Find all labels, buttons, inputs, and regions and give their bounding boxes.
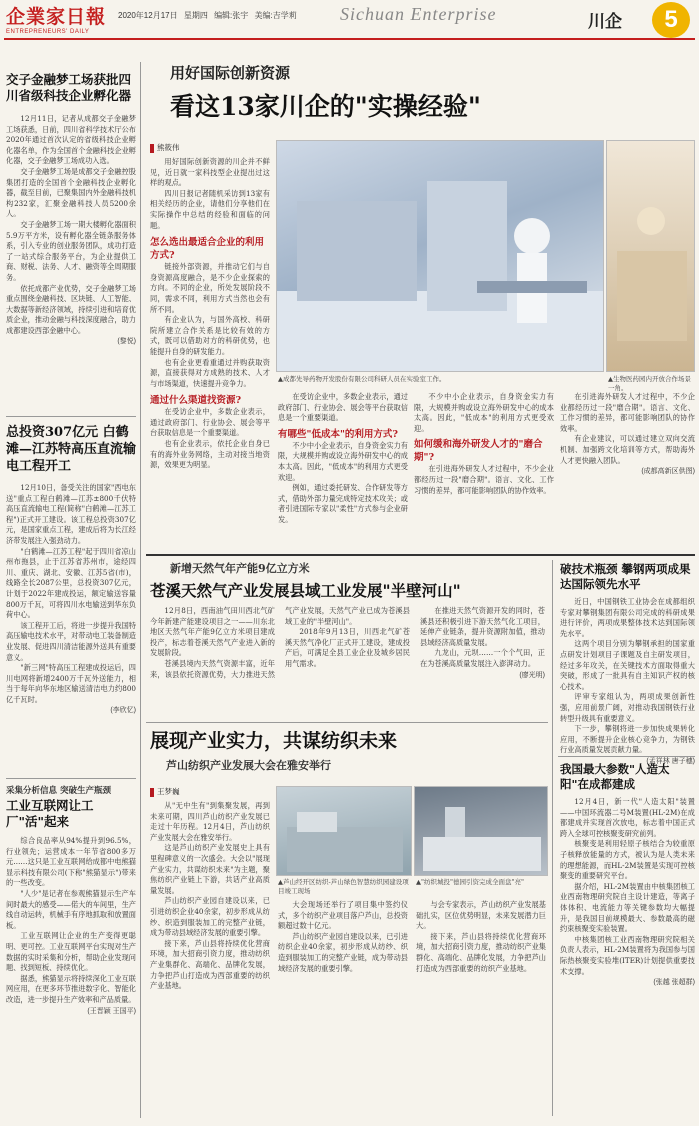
- section-heading: 有哪些"低成本"的利用方式?: [278, 428, 398, 440]
- textile-factory-caption: ▲"纺织城投"德园引资完成全面盘"亮": [416, 878, 524, 886]
- textile-factory-illustration: [415, 787, 548, 876]
- article-body: [6, 114, 136, 336]
- paragraph: 据介绍，HL-2M装置由中核集团核工业西南物理研究院自主设计建造，等离子体体积、电流能力等关键参数均大幅提升，是我国目前规模最大、参数最高的磁约束核聚变实验装置。: [560, 881, 695, 934]
- paragraph: 在推进天然气资源开发的同时，苍溪县还积极引进下游天然气化工项目，延伸产业链条，提升资源附加值，推动县域经济高质量发展。: [420, 606, 545, 647]
- article-body: [150, 801, 270, 992]
- article-artificial-sun: [560, 762, 695, 987]
- paragraph: 综合良品率从94%提升到96.5%，行业领先；运营成本一年节省800多万元……这只是工业互联网给成都中电熊猫显示科技有限公司(下称"熊猫显示")带来的一些改变。: [6, 836, 136, 888]
- textile-factory-photo: [414, 786, 548, 876]
- byline-marker-icon: [150, 788, 154, 797]
- paragraph: 接下来，芦山县将持续优化营商环境，加大招商引资力度，推动纺织产业集群化、高端化、品牌化发展，力争把芦山打造成为西部重要的纺织产业基地。: [416, 931, 546, 973]
- section-heading: 通过什么渠道找资源?: [150, 395, 242, 407]
- section-body: [414, 392, 554, 434]
- paragraph: 接下来，芦山县将持续优化营商环境，加大招商引资力度，推动纺织产业集群化、高端化、品牌化发展，力争把芦山打造成为西部重要的纺织产业基地。: [150, 938, 270, 991]
- article-title: 展现产业实力，共谋纺织未来: [150, 730, 398, 752]
- header-rule: [4, 38, 695, 40]
- paragraph: 依托成都产业优势，交子金融梦工场重点围绕金融科技、区块链、人工智能、大数据等新经济领域，持续引进和培育优质企业，推动金融与科技深度融合，助力成都建设西部金融中心。: [6, 283, 136, 335]
- divider: [558, 756, 695, 757]
- caption-text: "纺织城投"德园引资完成全面盘"亮": [421, 878, 524, 886]
- article-title: 苍溪天然气产业发展县域工业发展"半壁河山": [150, 581, 461, 600]
- section-body: [150, 262, 270, 389]
- article-source: (王晋颖 王国平): [87, 1007, 136, 1015]
- paragraph: 在受访企业中，多数企业表示，通过政府部门、行业协会、展会等平台获取信息是一个重要渠道。: [150, 407, 270, 438]
- textile-park-photo: [276, 786, 412, 876]
- textile-park-illustration: [277, 787, 412, 876]
- page-number-badge: 5: [652, 2, 690, 38]
- paragraph: 工业互联网让企业的生产变得更聪明、更可控。工业互联网平台实现对生产数据的实时采集和分析，帮助企业发现问题、找到短板、持续优化。: [6, 931, 136, 973]
- byline: [150, 142, 270, 153]
- paragraph: 交子金融梦工场一期大楼孵化器面积5.9万平方米，设有孵化器全链条服务体系，引入专业的创业服务团队，成功打造了一站式综合服务平台，为企业提供工商、财税、法务、人才、融资等全周期服务。: [6, 219, 136, 282]
- paragraph: 四川日报记者随机采访到13家有相关经历的企业，请他们分享他们在实际操作中总结的经验和面临的问题。: [150, 188, 270, 230]
- article-title: 破技术瓶颈 攀钢两项成果达国际领先水平: [560, 562, 691, 591]
- caption-text: 芦山经开区纺织-芦山绿色智慧纺织园建设项目竣工现场: [278, 878, 409, 895]
- main-article-col-3: [414, 392, 554, 496]
- paragraph: 芦山纺织产业园自建设以来，已引进纺织企业40余家，初步形成从纺纱、织造到服装加工的完整产业链，成为带动县域经济发展的重要引擎。: [150, 896, 270, 938]
- paragraph: 核聚变是利用轻原子核结合为较重原子核释放能量的方式，被认为是人类未来的理想能源，而HL-2M装置是实现可控核聚变的重要研究平台。: [560, 839, 695, 881]
- paragraph: 例如，通过委托研发、合作研发等方式，借助外部力量完成特定技术攻关；或者引进国际专家以"柔性"方式参与企业研发。: [278, 483, 408, 524]
- article-text: [150, 606, 545, 680]
- lab-photo: [276, 140, 604, 372]
- byline-marker-icon: [150, 144, 154, 153]
- paragraph: 中核集团核工业西南物理研究院相关负责人表示，HL-2M装置将为我国参与国际热核聚变实验堆(ITER)计划提供重要技术支撑。: [560, 934, 695, 976]
- caption-text: 生物医药园内开放合作场景一角。: [608, 375, 691, 392]
- byline: [150, 786, 270, 797]
- article-source: (廖光明): [519, 671, 545, 679]
- paragraph: 12月8日，西南油气田川西北气矿今年新建产能建设项目之一——川东北地区天然气年产能9亿立方米项目建成投产，标志着苍溪天然气产业进入新的发展阶段。: [150, 606, 275, 658]
- paragraph: 评审专家组认为，两项成果创新性强，应用前景广阔，对推动我国钢铁行业转型升级具有重要意义。: [560, 692, 695, 723]
- masthead-title: 企業家日報: [6, 6, 107, 28]
- section-body: [560, 392, 695, 466]
- issue-weekday: 星期四: [183, 11, 208, 20]
- paragraph: "白鹤滩—江苏工程"起于四川省凉山州布拖县，止于江苏省苏州市，途经四川、重庆、湖北、安徽、江苏5省(市)，线路全长2087公里，总投资307亿元，计划于2022年建成投运，额定输送容量800万千瓦，可将四川水电输送到华东负荷中心。: [6, 546, 136, 620]
- main-article-title: 看这13家川企的"实操经验": [170, 92, 481, 121]
- park-photo: [606, 140, 695, 372]
- paragraph: 有企业建议，可以通过建立双向交流机制、加强跨文化培训等方式，帮助海外人才更快融入团队。: [560, 434, 695, 465]
- article-body: [560, 597, 695, 756]
- paragraph: 与会专家表示，芦山纺织产业发展基础扎实，区位优势明显，未来发展潜力巨大。: [416, 900, 546, 931]
- left-column-divider: [140, 62, 141, 1118]
- article-body: [416, 900, 546, 974]
- paragraph: 有企业认为，与国外高校、科研院所建立合作关系是比较有效的方式，既可以借助对方的科研优势，也能提升自身的研发能力。: [150, 315, 270, 356]
- paragraph: "新三网"特高压工程建成投运后，四川电网将新增2400万千瓦外送能力，相当于每年向华东地区输送清洁电力约800亿千瓦时。: [6, 663, 136, 704]
- divider: [6, 778, 136, 779]
- paragraph: 在引进海外研发人才过程中，不少企业都经历过一段"磨合期"。语言、文化、工作习惯的差异，都可能影响团队的协作效率。: [560, 392, 695, 433]
- article-jiaozi: [6, 72, 136, 346]
- caption-text: 成都先导药物开发股份有限公司科研人员在实验室工作。: [283, 375, 446, 383]
- paragraph: 在受访企业中，多数企业表示，通过政府部门、行业协会、展会等平台获取信息是一个重要渠道。: [278, 392, 408, 423]
- article-cangxi-header: [150, 560, 545, 601]
- section-title-en: Sichuan Enterprise: [340, 4, 497, 24]
- lab-photo-caption: ▲成都先导药物开发股份有限公司科研人员在实验室工作。: [278, 375, 446, 383]
- park-photo-illustration: [607, 141, 695, 372]
- divider: [6, 416, 136, 417]
- article-source: (孟祥林 唐子穗): [646, 757, 695, 765]
- paragraph: 据悉，熊猫显示将持续深化工业互联网应用，在更多环节推进数字化、智能化改造，进一步提升生产效率和产品质量。: [6, 973, 136, 1004]
- paragraph: 下一步，攀钢将进一步加快成果转化应用，不断提升企业核心竞争力，为钢铁行业高质量发展贡献力量。: [560, 724, 695, 755]
- author-name: 熊筱伟: [157, 143, 180, 152]
- article-lushan-col-2: [278, 900, 408, 974]
- article-kicker: 采集分析信息 突破生产瓶颈: [6, 786, 111, 796]
- article-body: [560, 797, 695, 977]
- editor-credit: 编辑:张宇: [214, 11, 249, 20]
- main-article-col-4: [560, 392, 695, 476]
- section-body: [278, 392, 408, 424]
- article-title: 工业互联网让工厂"活"起来: [6, 798, 94, 829]
- paragraph: 用好国际创新资源的川企并不鲜见，近日就一家科技型企业提出过这样的观点。: [150, 157, 270, 188]
- divider: [146, 722, 548, 723]
- article-industrial-internet: [6, 784, 136, 1016]
- author-name: 王梦巍: [157, 787, 180, 796]
- article-title: 交子金融梦工场获批四川省级科技企业孵化器: [6, 72, 132, 103]
- article-kicker: 新增天然气年产能9亿立方米: [170, 562, 310, 575]
- paragraph: 这两个项目分别为攀钢承担的国家重点研发计划项目子课题及自主研发项目，经过多年攻关，在关键技术方面取得重大突破，形成了一批具有自主知识产权的核心技术。: [560, 639, 695, 691]
- main-article-left-col: [150, 142, 270, 471]
- paragraph: 不少中小企业表示，自身资金实力有限，大规模并购或设立海外研发中心的成本太高。因此，"低成本"的利用方式更受欢迎。: [278, 440, 408, 482]
- article-baihetan: [6, 424, 136, 715]
- paragraph: 芦山纺织产业园自建设以来，已引进纺织企业40余家，初步形成从纺纱、织造到服装加工的完整产业链，成为带动县域经济发展的重要引擎。: [278, 931, 408, 973]
- park-photo-caption: ▲生物医药园内开放合作场景一角。: [608, 375, 691, 392]
- article-title: 总投资307亿元 白鹤滩—江苏特高压直流输电工程开工: [6, 425, 137, 474]
- paragraph: 该工程开工后，将进一步提升我国特高压输电技术水平，对带动电工装备制造业发展、促进四川清洁能源外送具有重要意义。: [6, 620, 136, 662]
- intro: [150, 157, 270, 231]
- section-heading: 怎么选出最适合企业的利用方式?: [150, 237, 265, 262]
- paragraph: 在引进海外研发人才过程中，不少企业都经历过一段"磨合期"。语言、文化、工作习惯的差异，都可能影响团队的协作效率。: [414, 464, 554, 495]
- article-pangang: [560, 562, 695, 766]
- header-info: [118, 10, 301, 21]
- paragraph: 12月11日，记者从成都交子金融梦工场获悉，日前，四川省科学技术厅公布2020年通过首次认定的省级科技企业孵化器名单，作为全国首个金融科技企业孵化器，交子金融梦工场成功入选。: [6, 114, 136, 166]
- paragraph: 链接外部资源，并推动它们与自身资源高度融合，是不少企业探索的方向。不同的企业，所处发展阶段不同，需求不同，利用方式当然也会有所不同。: [150, 262, 270, 314]
- paragraph: 不少中小企业表示，自身资金实力有限，大规模并购或设立海外研发中心的成本太高。因此，"低成本"的利用方式更受欢迎。: [414, 392, 554, 433]
- article-body: [6, 483, 136, 705]
- article-source: (成都高新区供图): [641, 468, 695, 476]
- main-article-col-2: [278, 392, 408, 526]
- paragraph: 大会现场还举行了项目集中签约仪式，多个纺织产业项目落户芦山，总投资额超过数十亿元。: [278, 900, 408, 931]
- article-title: 我国最大参数"人造太阳"在成都建成: [560, 762, 670, 791]
- paragraph: 交子金融梦工场是成都交子金融控股集团打造的全国首个金融科技企业孵化器，截至目前，已聚集国内外金融科技机构232家，汇聚金融科技人员5200余人。: [6, 166, 136, 219]
- section-title-cn: 川企: [588, 12, 622, 32]
- article-lushan-header: [150, 726, 545, 773]
- article-source: (李欣忆): [110, 707, 136, 715]
- paragraph: 12月4日，新一代"人造太阳"装置——中国环流器二号M装置(HL-2M)在成都建成并实现首次放电，标志着中国正式跨入全球可控核聚变研究前列。: [560, 797, 695, 838]
- masthead-subtitle: ENTREPRENEURS' DAILY: [6, 29, 90, 35]
- paragraph: 九龙山，元坝……一个个气田，正在为苍溪高质量发展注入澎湃动力。: [420, 648, 545, 668]
- paragraph: 苍溪县境内天然气资源丰富，近年来，该县依托资源优势，大力推进天然气产业发展，天然气产业已成为苍溪县域工业的"半壁河山"。: [150, 606, 410, 679]
- paragraph: 12月10日，备受关注的国家"西电东送"重点工程白鹤滩—江苏±800千伏特高压直流输电工程(简称"白鹤滩—江苏工程")正式开工建设。该工程总投资307亿元，是国家重点工程，建成后将为长江经济带发展注入强劲动力。: [6, 483, 136, 545]
- article-source: (张越 张超群): [653, 979, 695, 987]
- right-column-divider: [552, 560, 553, 1116]
- main-article-header: [150, 62, 695, 123]
- paragraph: 也有企业表示，依托企业自身已有的海外业务网络，主动对接当地资源，效果更为明显。: [150, 439, 270, 470]
- paragraph: "人少"是记者在参观熊猫显示生产车间时最大的感受——偌大的车间里，生产线自动运转，机械手有序地抓取和放置面板。: [6, 888, 136, 930]
- designer-credit: 美编:吉学莉: [254, 11, 297, 20]
- section-heading: 如何缓和海外研发人才的"磨合期"?: [414, 439, 543, 464]
- paragraph: 从"无中生有"到集聚发展，再到未来可期，四川芦山纺织产业发展已走过十年历程。12月4日，芦山纺织产业发展大会在雅安举行。: [150, 801, 270, 842]
- article-lushan-col-1: [150, 786, 270, 992]
- textile-park-caption: ▲芦山经开区纺织-芦山绿色智慧纺织园建设项目竣工现场: [278, 878, 409, 895]
- main-article-kicker: 用好国际创新资源: [170, 64, 291, 82]
- article-body: [278, 900, 408, 974]
- paragraph: 也有企业更看重通过并购获取资源，直接获得对方成熟的技术、人才与市场渠道，快速提升竞争力。: [150, 357, 270, 388]
- newspaper-masthead: [6, 2, 126, 35]
- issue-date: 2020年12月17日: [118, 11, 178, 20]
- lab-photo-illustration: [277, 141, 604, 372]
- paragraph: 2018年9月13日，川西北气矿苍溪天然气净化厂正式开工建设，建成投产后，可满足全县工业企业及城乡居民用气需求。: [285, 627, 410, 668]
- section-body: [278, 441, 408, 526]
- paragraph: 这是芦山纺织产业发展史上具有里程碑意义的一次盛会。大会以"展现产业实力，共谋纺织未来"为主题，聚焦纺织产业链上下游，共话产业高质量发展。: [150, 843, 270, 895]
- article-source: (黎悦): [117, 338, 136, 346]
- section-body: [414, 464, 554, 496]
- section-body: [150, 407, 270, 471]
- article-subtitle: 芦山纺织产业发展大会在雅安举行: [166, 759, 331, 772]
- divider: [146, 554, 695, 556]
- article-lushan-col-3: [416, 900, 546, 974]
- paragraph: 近日，中国钢铁工业协会在成都组织专家对攀钢集团有限公司完成的科研成果进行评价，两项成果整体技术达到国际领先水平。: [560, 597, 695, 638]
- article-body: [6, 836, 136, 1006]
